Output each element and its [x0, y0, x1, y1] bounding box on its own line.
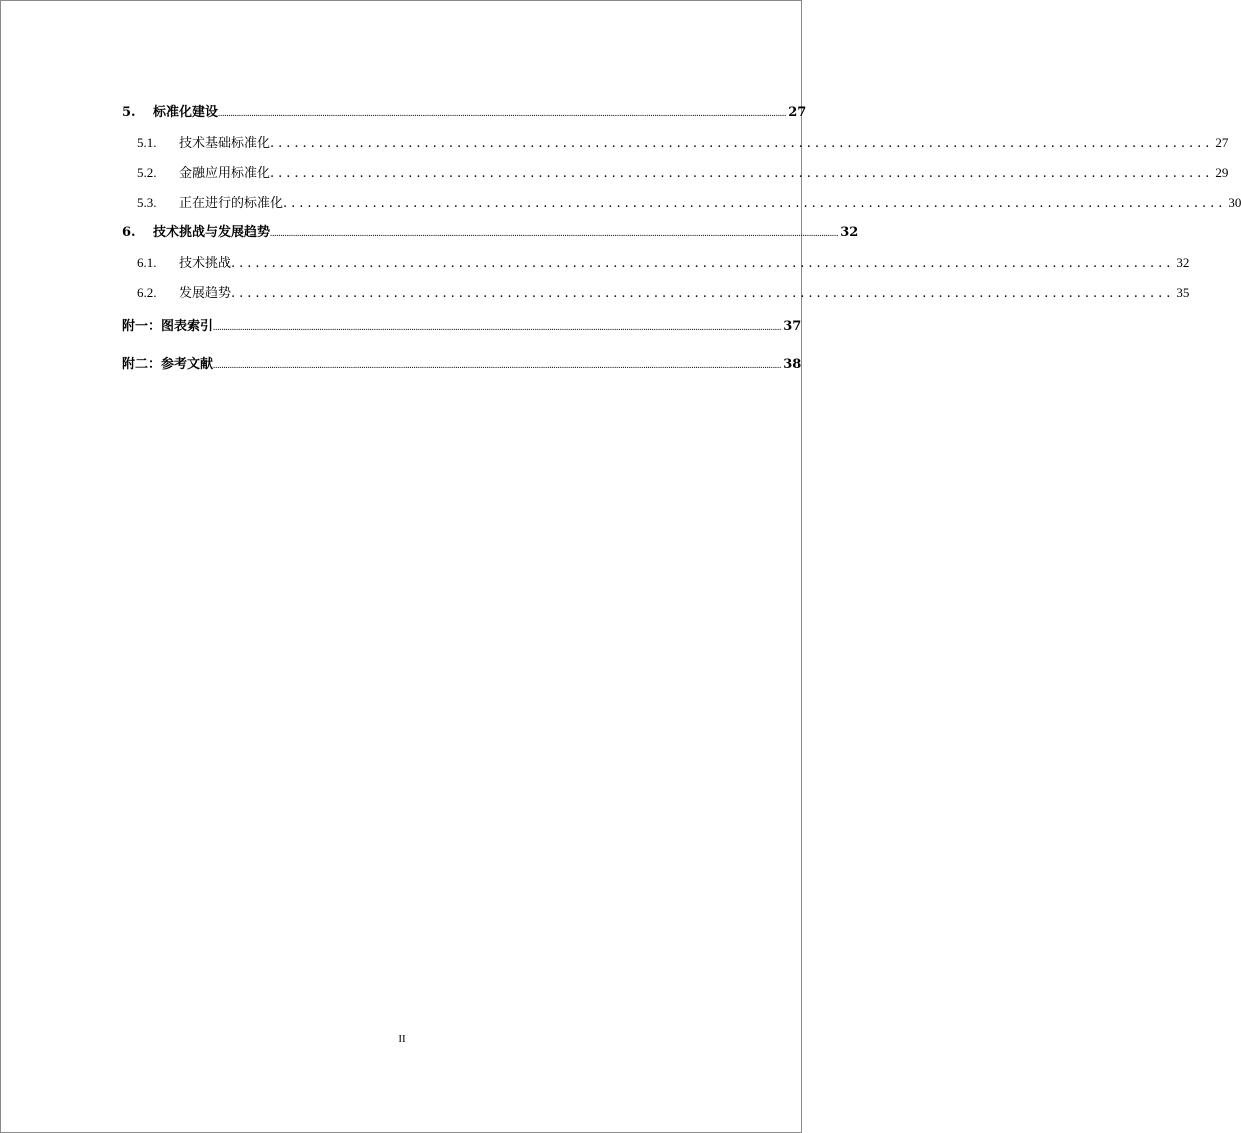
toc-entry-6[interactable]	[122, 222, 859, 244]
toc-title: 正在进行的标准化	[179, 196, 284, 211]
toc-number: 5.	[122, 105, 136, 120]
toc-number: 5.1.	[137, 135, 157, 150]
toc-title: 金融应用标准化	[179, 166, 271, 181]
dot-leader: ................................................................................................................................................................................................................................................................................	[218, 111, 787, 118]
dot-leader: ....................................................................................................................	[270, 136, 1214, 151]
dot-leader: ................................................................................................................................................................................................................................................................................	[213, 325, 782, 332]
toc-page-number: 32	[1176, 255, 1190, 270]
page-footer-number: II	[398, 1033, 406, 1045]
toc-page-number: 37	[783, 319, 802, 334]
toc-entry-5[interactable]	[122, 102, 807, 124]
dot-leader: ....................................................................................................................	[283, 196, 1227, 211]
toc-title: 附一：图表索引	[122, 319, 214, 334]
dot-leader: ....................................................................................................................	[270, 166, 1214, 181]
toc-page-number: 27	[788, 105, 807, 120]
toc-page-number: 27	[1215, 135, 1229, 150]
dot-leader: ....................................................................................................................	[231, 256, 1175, 271]
toc-title: 技术基础标准化	[179, 136, 271, 151]
toc-entry-5-2[interactable]	[122, 162, 1229, 184]
toc-page-number: 38	[783, 357, 802, 372]
toc-page-number: 35	[1176, 285, 1190, 300]
toc-page-number: 30	[1228, 195, 1241, 210]
toc-title: 发展趋势	[179, 286, 232, 301]
toc-entry-6-1[interactable]	[122, 252, 1190, 274]
dot-leader: ................................................................................................................................................................................................................................................................................	[270, 231, 839, 238]
toc-number: 6.	[122, 225, 136, 240]
table-of-contents	[122, 102, 1241, 376]
toc-title: 标准化建设	[153, 105, 219, 120]
toc-entry-appendix-2[interactable]	[122, 354, 802, 376]
toc-page-number: 32	[840, 225, 859, 240]
toc-title: 技术挑战与发展趋势	[153, 225, 271, 240]
dot-leader: ....................................................................................................................	[231, 286, 1175, 301]
toc-entry-6-2[interactable]	[122, 282, 1190, 304]
toc-entry-5-1[interactable]	[122, 132, 1229, 154]
toc-number: 5.3.	[137, 195, 157, 210]
dot-leader: ................................................................................................................................................................................................................................................................................	[213, 363, 782, 370]
toc-page-number: 29	[1215, 165, 1229, 180]
toc-number: 6.1.	[137, 255, 157, 270]
toc-title: 技术挑战	[179, 256, 232, 271]
toc-entry-appendix-1[interactable]	[122, 316, 802, 338]
toc-number: 5.2.	[137, 165, 157, 180]
toc-title: 附二：参考文献	[122, 357, 214, 372]
toc-entry-5-3[interactable]	[122, 192, 1241, 214]
toc-number: 6.2.	[137, 285, 157, 300]
